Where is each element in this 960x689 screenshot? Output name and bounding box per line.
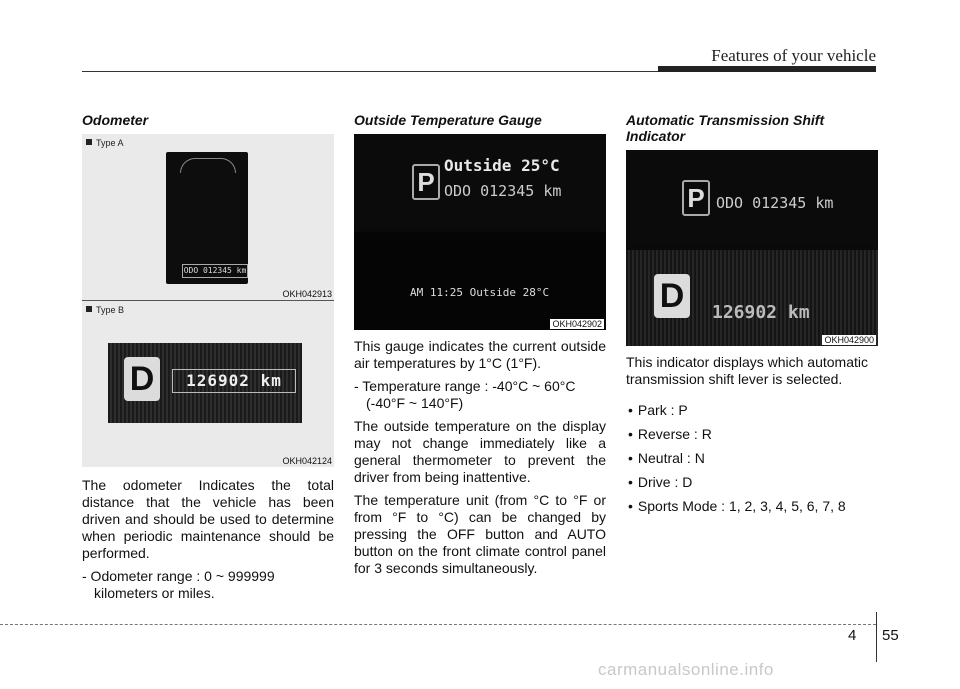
gear-p-indicator: P bbox=[682, 180, 710, 216]
temperature-photo-1 bbox=[354, 134, 606, 228]
gear-d-indicator: D bbox=[124, 357, 160, 401]
footer-rule bbox=[0, 624, 876, 625]
temperature-figure-code: OKH042902 bbox=[552, 319, 602, 329]
type-a-cluster-image bbox=[166, 152, 248, 284]
gauge-arc-icon bbox=[180, 158, 236, 173]
shift-positions-list bbox=[626, 402, 878, 515]
square-bullet-icon bbox=[86, 306, 92, 312]
temperature-note: The outside temperature on the display may not change immediately like a general thermometer to prevent the driver from being inattentive. bbox=[354, 418, 606, 485]
odo-readout: ODO 012345 km bbox=[444, 182, 562, 200]
shift-indicator-section bbox=[626, 108, 878, 522]
clock-temp-readout: AM 11:25 Outside 28°C bbox=[410, 286, 550, 299]
shift-indicator-title: Automatic Transmission Shift Indicator bbox=[626, 112, 825, 144]
gear-d-indicator: D bbox=[654, 274, 690, 318]
chapter-number: 4 bbox=[848, 627, 857, 644]
type-a-figure-code: OKH042913 bbox=[282, 289, 332, 299]
square-bullet-icon bbox=[86, 139, 92, 145]
type-a-odo-display: ODO 012345 km bbox=[182, 264, 248, 278]
page-header-title: Features of your vehicle bbox=[711, 46, 876, 65]
odometer-title: Odometer bbox=[82, 112, 149, 128]
type-b-figure-code: OKH042124 bbox=[282, 456, 332, 466]
temperature-section bbox=[354, 108, 606, 583]
odometer-range: - Odometer range : 0 ~ 999999 kilometers or miles. bbox=[82, 568, 275, 601]
gear-p-indicator: P bbox=[412, 164, 440, 200]
list-item: • Neutral : N bbox=[626, 450, 878, 467]
temperature-photo-2 bbox=[354, 232, 606, 330]
temperature-figure bbox=[354, 134, 606, 330]
shift-odo-readout-2: 126902 km bbox=[712, 302, 810, 323]
list-item: • Drive : D bbox=[626, 474, 878, 491]
shift-photo-1 bbox=[626, 150, 878, 244]
type-b-label: Type B bbox=[86, 305, 124, 315]
odometer-description: The odometer Indicates the total distance that the vehicle has been driven and should be used to determine when periodic maintenance should be performed. bbox=[82, 477, 334, 561]
shift-description: This indicator displays which automatic transmission shift lever is selected. bbox=[626, 354, 868, 387]
footer-separator bbox=[876, 612, 877, 662]
shift-figure-code: OKH042900 bbox=[824, 335, 874, 345]
list-item: • Park : P bbox=[626, 402, 878, 419]
temperature-range: - Temperature range : -40°C ~ 60°C (-40°F ~ 140°F) bbox=[354, 378, 576, 411]
temperature-description: This gauge indicates the current outside air temperatures by 1°C (1°F). bbox=[354, 338, 606, 371]
odometer-type-b-figure bbox=[82, 301, 334, 467]
odometer-type-a-figure bbox=[82, 134, 334, 301]
type-b-odo-display: 126902 km bbox=[172, 369, 296, 393]
shift-photo-2 bbox=[626, 250, 878, 346]
page-number: 55 bbox=[882, 627, 899, 644]
list-item: • Sports Mode : 1, 2, 3, 4, 5, 6, 7, 8 bbox=[626, 498, 878, 515]
type-b-cluster-image bbox=[108, 343, 302, 423]
outside-temp-readout: Outside 25°C bbox=[444, 156, 560, 175]
temperature-unit-change: The temperature unit (from °C to °F or from °F to °C) can be changed by pressing the OFF button and AUTO button on the front climate control panel for 3 seconds simultaneously. bbox=[354, 492, 606, 576]
list-item: • Reverse : R bbox=[626, 426, 878, 443]
watermark-text: carmanualsonline.info bbox=[598, 660, 774, 679]
type-a-label: Type A bbox=[86, 138, 124, 148]
shift-figure bbox=[626, 150, 878, 346]
header-rule-accent bbox=[658, 66, 876, 72]
temperature-title: Outside Temperature Gauge bbox=[354, 112, 542, 128]
odometer-section bbox=[82, 108, 334, 608]
shift-odo-readout: ODO 012345 km bbox=[716, 194, 834, 212]
